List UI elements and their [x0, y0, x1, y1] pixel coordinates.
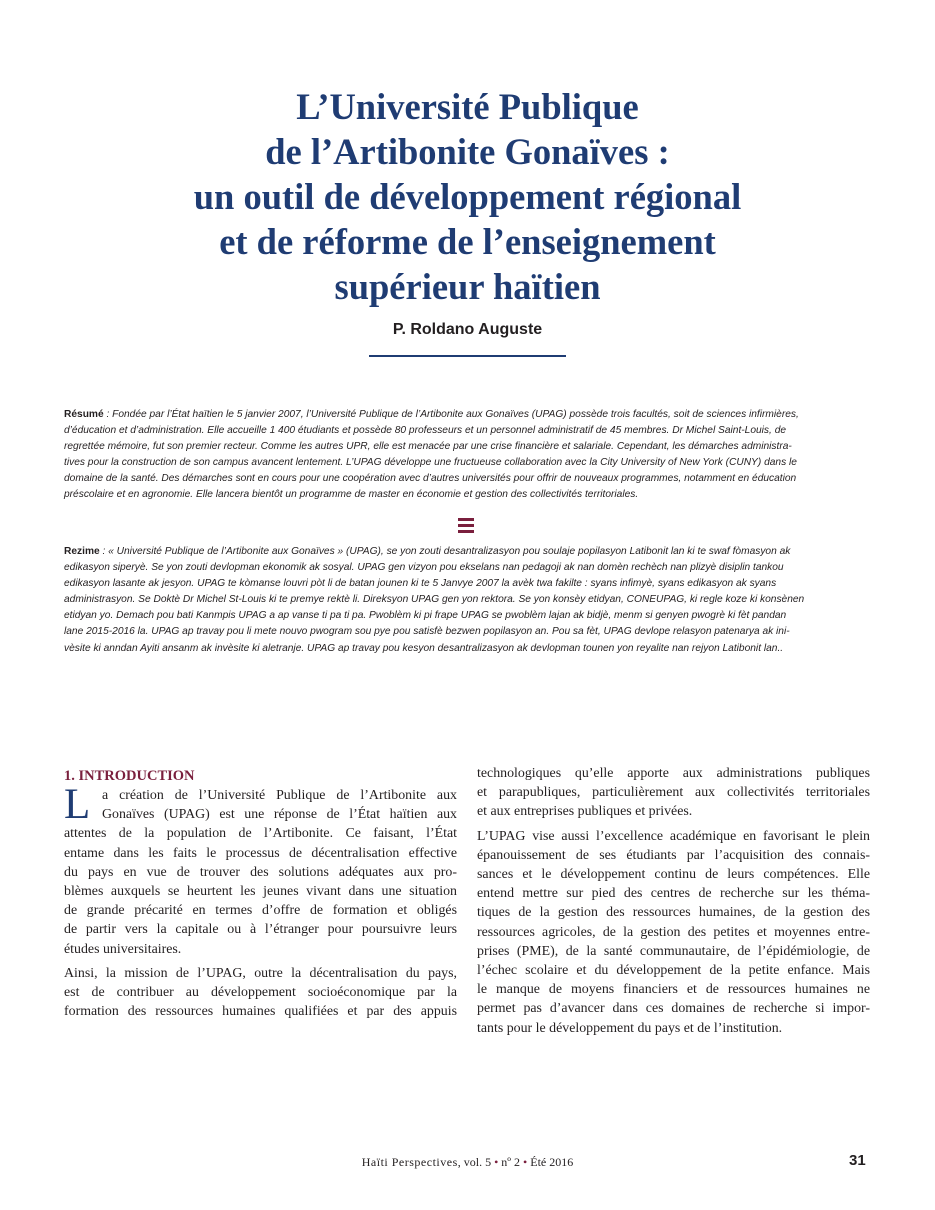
paragraph-line: l’échec scolaire et du développement de la petite enfance. Mais [477, 963, 870, 979]
article-title [60, 84, 875, 309]
bullet-icon: • [494, 1155, 499, 1169]
paragraph-line: Gonaïves (UPAG) est une réponse de l’État haïtien aux [102, 807, 457, 823]
paragraph-line: formation des ressources humaines qualifiées et par des appuis [64, 1004, 457, 1020]
abstract-line: edikasyon siperyè. Se yon zouti devlopman ekonomik ak sosyal. UPAG gen vizyon pou ekselans nan pedagoji ak nan domèn rechèch nan plizyè disiplin tankou [64, 562, 784, 574]
separator-icon [458, 518, 474, 534]
abstract-line: administrasyon. Se Doktè Dr Michel St-Louis ki te premye rektè li. Direksyon UPAG gen yon rektora. Se yon konsèy etidyan, CONEUPAG, ki regle koze ki konsènen [64, 594, 805, 606]
mission-paragraph-continued [477, 764, 870, 822]
paragraph-line: attentes de la population de l’Artibonite. Ce faisant, l’État [64, 826, 457, 842]
paragraph-line: de grande précarité en termes d’offre de formation et obligés [64, 903, 457, 919]
journal-issue: nº 2 [498, 1155, 524, 1169]
title-line: et de réforme de l’enseignement [219, 221, 716, 262]
paragraph-line: et aux entreprises publiques et privées. [477, 804, 693, 820]
paragraph-line: L’UPAG vise aussi l’excellence académique en favorisant le plein [477, 828, 870, 844]
paragraph-line: de partir vers la capitale ou à l’étranger pour poursuivre leurs [64, 922, 457, 938]
abstract-french [64, 407, 870, 504]
mission-paragraph [64, 964, 457, 1022]
bullet-icon: • [523, 1155, 528, 1169]
paragraph-line: tiques de la gestion des ressources humaines, de la gestion des [477, 905, 870, 921]
title-line: de l’Artibonite Gonaïves : [265, 131, 670, 172]
paragraph-line: a création de l’Université Publique de l’Artibonite aux [102, 788, 457, 803]
body-column-right [477, 764, 870, 1038]
intro-paragraph [64, 781, 457, 959]
title-line: L’Université Publique [296, 86, 639, 127]
abstract-line: lane 2015-2016 la. UPAG ap travay pou li mete nouvo pwogram sou pye pou satisfè bezwen popilasyon an. Pou sa fèt, UPAG devlope relasyon patenarya ak ini- [64, 626, 790, 638]
running-footer [0, 1155, 935, 1170]
journal-volume: , vol. 5 [457, 1155, 495, 1169]
abstract-label: Résumé [64, 409, 104, 420]
paragraph-line: entame dans les faits le processus de décentralisation effective [64, 845, 457, 861]
paragraph-line: prises (PME), de la santé communautaire, de l’épidémiologie, de [477, 943, 870, 959]
abstract-line: préscolaire et en agronomie. Elle lancera bientôt un programme de master en économie et gestion des collectivités territoriales. [64, 489, 639, 501]
paragraph-line: épanouissement de ses étudiants par l’acquisition des connais- [477, 847, 870, 863]
paragraph-line: études universitaires. [64, 941, 182, 957]
paragraph-line: tants pour le développement du pays et de l’institution. [477, 1020, 783, 1036]
paragraph-line: entend mettre sur pied des centres de recherche sur les théma- [477, 886, 870, 902]
excellence-paragraph [477, 827, 870, 1038]
abstract-line: d’éducation et d’administration. Elle accueille 1 400 étudiants et possède 80 professeurs et un personnel administratif de 45 membres. Dr Michel Saint-Louis, de [64, 425, 787, 437]
abstract-line: vèsite ki anndan Ayiti ansanm ak invèsite ki aletranje. UPAG ap travay pou kesyon desantralizasyon ak devlopman tounen yon reyalite nan rejyon Latibonit lan.. [64, 642, 784, 654]
page-number: 31 [849, 1152, 866, 1169]
section-heading: 1. INTRODUCTION [64, 768, 195, 784]
title-line: un outil de développement régional [193, 176, 742, 217]
abstract-creole [64, 544, 870, 657]
body-column-left [64, 764, 457, 1021]
abstract-line: edikasyon lasante ak jesyon. UPAG te kòmanse louvri pòt li de batan jounen ki te 5 Janvye 2007 la avèk twa fakilte : syans infimyè, syans edikasyon ak syans [64, 578, 777, 590]
paragraph-line: et parapubliques, particulièrement aux collectivités territoriales [477, 785, 870, 801]
abstract-line: regrettée mémoire, fut son premier recteur. Comme les autres UPR, elle est menacée par une crise financière et salariale. Cependant, les démarches administra- [64, 441, 792, 453]
paragraph-line: technologiques qu’elle apporte aux administrations publiques [477, 766, 870, 781]
journal-season: Été 2016 [527, 1155, 574, 1169]
title-line: supérieur haïtien [334, 266, 601, 307]
paragraph-line: du pays en vue de trouver des solutions adéquates aux pro- [64, 864, 457, 880]
paragraph-line: permet pas d’avancer dans ces domaines de recherche si impor- [477, 1001, 870, 1017]
author-name: P. Roldano Auguste [392, 321, 543, 338]
paragraph-line: sances et le développement continu de leurs compétences. Elle [477, 867, 870, 883]
abstract-line: etidyan yo. Demach pou bati Kanmpis UPAG a ap vanse ti pa ti pa. Pwoblèm ki pi frape UPAG se pwoblèm lajan ak bidjè, menm si genyen pwogrè ki fèt pandan [64, 610, 787, 622]
paragraph-line: ressources agricoles, de la gestion des petites et moyennes entre- [477, 924, 870, 940]
paragraph-line: Ainsi, la mission de l’UPAG, outre la décentralisation du pays, [64, 965, 457, 981]
abstract-line: tives pour la construction de son campus avancent lentement. L’UPAG développe une fructueuse collaboration avec la City University of New York (CUNY) dans le [64, 457, 797, 469]
journal-name: Haïti Perspectives [361, 1155, 458, 1169]
abstract-label: Rezime [64, 546, 100, 557]
abstract-line: Résumé : Fondée par l’État haïtien le 5 janvier 2007, l’Université Publique de l’Artibonite aux Gonaïves (UPAG) possède trois facultés, soit de sciences infirmières, [64, 409, 799, 420]
paragraph-line: blèmes auxquels se heurtent les jeunes vivant dans une situation [64, 884, 457, 900]
abstract-line: domaine de la santé. Des démarches sont en cours pour une coopération avec d’autres universités pour offrir de nouveaux programmes, notamment en éducation [64, 473, 797, 485]
drop-cap: L [64, 781, 91, 828]
paragraph-line: est de contribuer au développement socioéconomique par la [64, 985, 457, 1001]
paragraph-line: le manque de moyens financiers et de ressources humaines ne [477, 982, 870, 998]
author-divider [369, 355, 566, 357]
abstract-line: Rezime : « Université Publique de l’Artibonite aux Gonaïves » (UPAG), se yon zouti desantralizasyon pou soulaje popilasyon Latibonit lan ki te swaf fòmasyon ak [64, 546, 791, 557]
